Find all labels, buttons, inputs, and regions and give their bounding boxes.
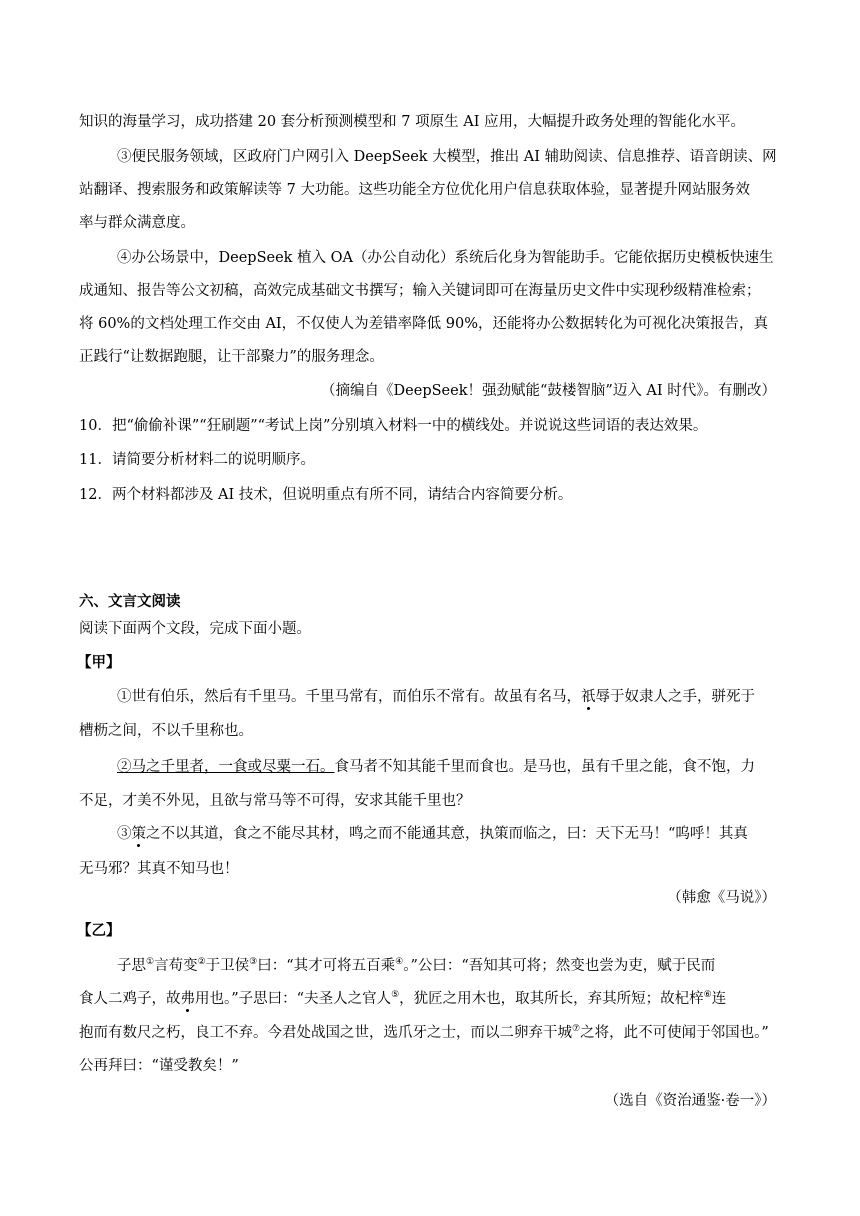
yi-text: 之将，此不可使闻于邻国也。” <box>580 1025 769 1041</box>
emphasis-dot-char: 祇 <box>581 689 596 705</box>
jia-text: 食马者不知其能千里而食也。是马也，虽有千里之能，食不饱，力 <box>334 759 755 775</box>
emphasis-dot-char: 弗 <box>180 991 195 1007</box>
yi-text: 言苟变 <box>154 958 198 974</box>
footnote-marker: ③ <box>249 957 258 968</box>
yi-source: （选自《资治通鉴·卷一》） <box>604 1093 776 1109</box>
material-paragraph-3-line-2: 站翻译、搜索服务和政策解读等 7 大功能。这些功能全方位优化用户信息获取体验，显著提升网站服务效 <box>79 182 750 198</box>
question-12: 12．两个材料都涉及 AI 技术，但说明重点有所不同，请结合内容简要分析。 <box>79 487 573 503</box>
yi-text: 子思 <box>117 958 146 974</box>
yi-text: 用也。”子思曰：“夫圣人之官人 <box>195 991 392 1007</box>
yi-line-2 <box>79 989 726 1009</box>
footnote-marker: ⑥ <box>703 990 712 1001</box>
jia-source: （韩愈《马说》） <box>667 890 776 906</box>
yi-text: 食人二鸡子，故 <box>79 991 181 1007</box>
material-paragraph-4-line-2: 成通知、报告等公文初稿，高效完成基础文书撰写；输入关键词即可在海量历史文件中实现秒级精准检索； <box>79 283 761 299</box>
jia-text: ③ <box>117 826 132 842</box>
material-paragraph-4-line-4: 正践行“让数据跑腿，让干部聚力”的服务理念。 <box>79 349 384 365</box>
passage-jia-label: 【甲】 <box>77 654 121 671</box>
jia-paragraph-2-line-1 <box>117 757 755 777</box>
yi-line-1 <box>117 956 715 976</box>
footnote-marker: ⑤ <box>391 990 400 1001</box>
section-instruction: 阅读下面两个文段，完成下面小题。 <box>79 621 311 637</box>
yi-line-3 <box>79 1023 769 1043</box>
material-paragraph-3-line-3: 率与群众满意度。 <box>79 215 195 231</box>
jia-paragraph-1-line-1 <box>117 687 755 707</box>
material-paragraph-3-line-1: ③便民服务领域，区政府门户网引入 DeepSeek 大模型，推出 AI 辅助阅读、信息推荐、语音朗读、网 <box>117 149 777 165</box>
material-text-line: 知识的海量学习，成功搭建 20 套分析预测模型和 7 项原生 AI 应用，大幅提升政务处理的智能化水平。 <box>79 114 746 130</box>
material-paragraph-4-line-1: ④办公场景中，DeepSeek 植入 OA（办公自动化）系统后化身为智能助手。它能依据历史模板快速生 <box>117 250 774 266</box>
underlined-sentence: ②马之千里者，一食或尽粟一石。 <box>117 759 335 775</box>
yi-line-4: 公再拜曰：“谨受教矣！” <box>79 1058 239 1074</box>
yi-text: 曰：“其才可将五百乘 <box>257 958 396 974</box>
question-11: 11．请简要分析材料二的说明顺序。 <box>79 452 315 468</box>
passage-yi-label: 【乙】 <box>77 922 121 939</box>
question-10: 10．把“偷偷补课”“狂刷题”“考试上岗”分别填入材料一中的横线处。并说说这些词语的表达效果。 <box>79 418 708 434</box>
jia-text: ①世有伯乐，然后有千里马。千里马常有，而伯乐不常有。故虽有名马， <box>117 689 581 705</box>
footnote-marker: ⑦ <box>572 1024 581 1035</box>
footnote-marker: ① <box>146 957 155 968</box>
footnote-marker: ② <box>197 957 206 968</box>
jia-text: 之不以其道，食之不能尽其材，鸣之而不能通其意，执策而临之，曰：天下无马！“呜呼！其真 <box>146 826 748 842</box>
yi-text: 于卫侯 <box>205 958 250 974</box>
footnote-marker: ④ <box>395 957 404 968</box>
yi-text: 。”公曰：“吾知其可将；然变也尝为吏，赋于民而 <box>403 958 716 974</box>
jia-paragraph-2-line-2: 不足，才美不外见，且欲与常马等不可得，安求其能千里也？ <box>79 793 471 809</box>
yi-text: 抱而有数尺之朽，良工不弃。今君处战国之世，选爪牙之士，而以二卵弃干城 <box>79 1025 572 1041</box>
material-source: （摘编自《DeepSeek！强劲赋能“鼓楼智脑”迈入 AI 时代》。有删改） <box>321 383 776 399</box>
jia-paragraph-1-line-2: 槽枥之间，不以千里称也。 <box>79 723 253 739</box>
jia-paragraph-3-line-1 <box>117 824 748 844</box>
emphasis-dot-char: 策 <box>131 826 146 842</box>
section-heading: 六、文言文阅读 <box>79 593 181 610</box>
material-paragraph-4-line-3: 将 60%的文档处理工作交由 AI，不仅使人为差错率降低 90%，还能将办公数据转化为可视化决策报告，真 <box>79 316 768 332</box>
yi-text: ，犹匠之用木也，取其所长，弃其所短；故杞梓 <box>399 991 704 1007</box>
yi-text: 连 <box>711 991 727 1007</box>
jia-paragraph-3-line-2: 无马邪？其真不知马也！ <box>79 861 239 877</box>
jia-text: 辱于奴隶人之手，骈死于 <box>595 689 755 705</box>
